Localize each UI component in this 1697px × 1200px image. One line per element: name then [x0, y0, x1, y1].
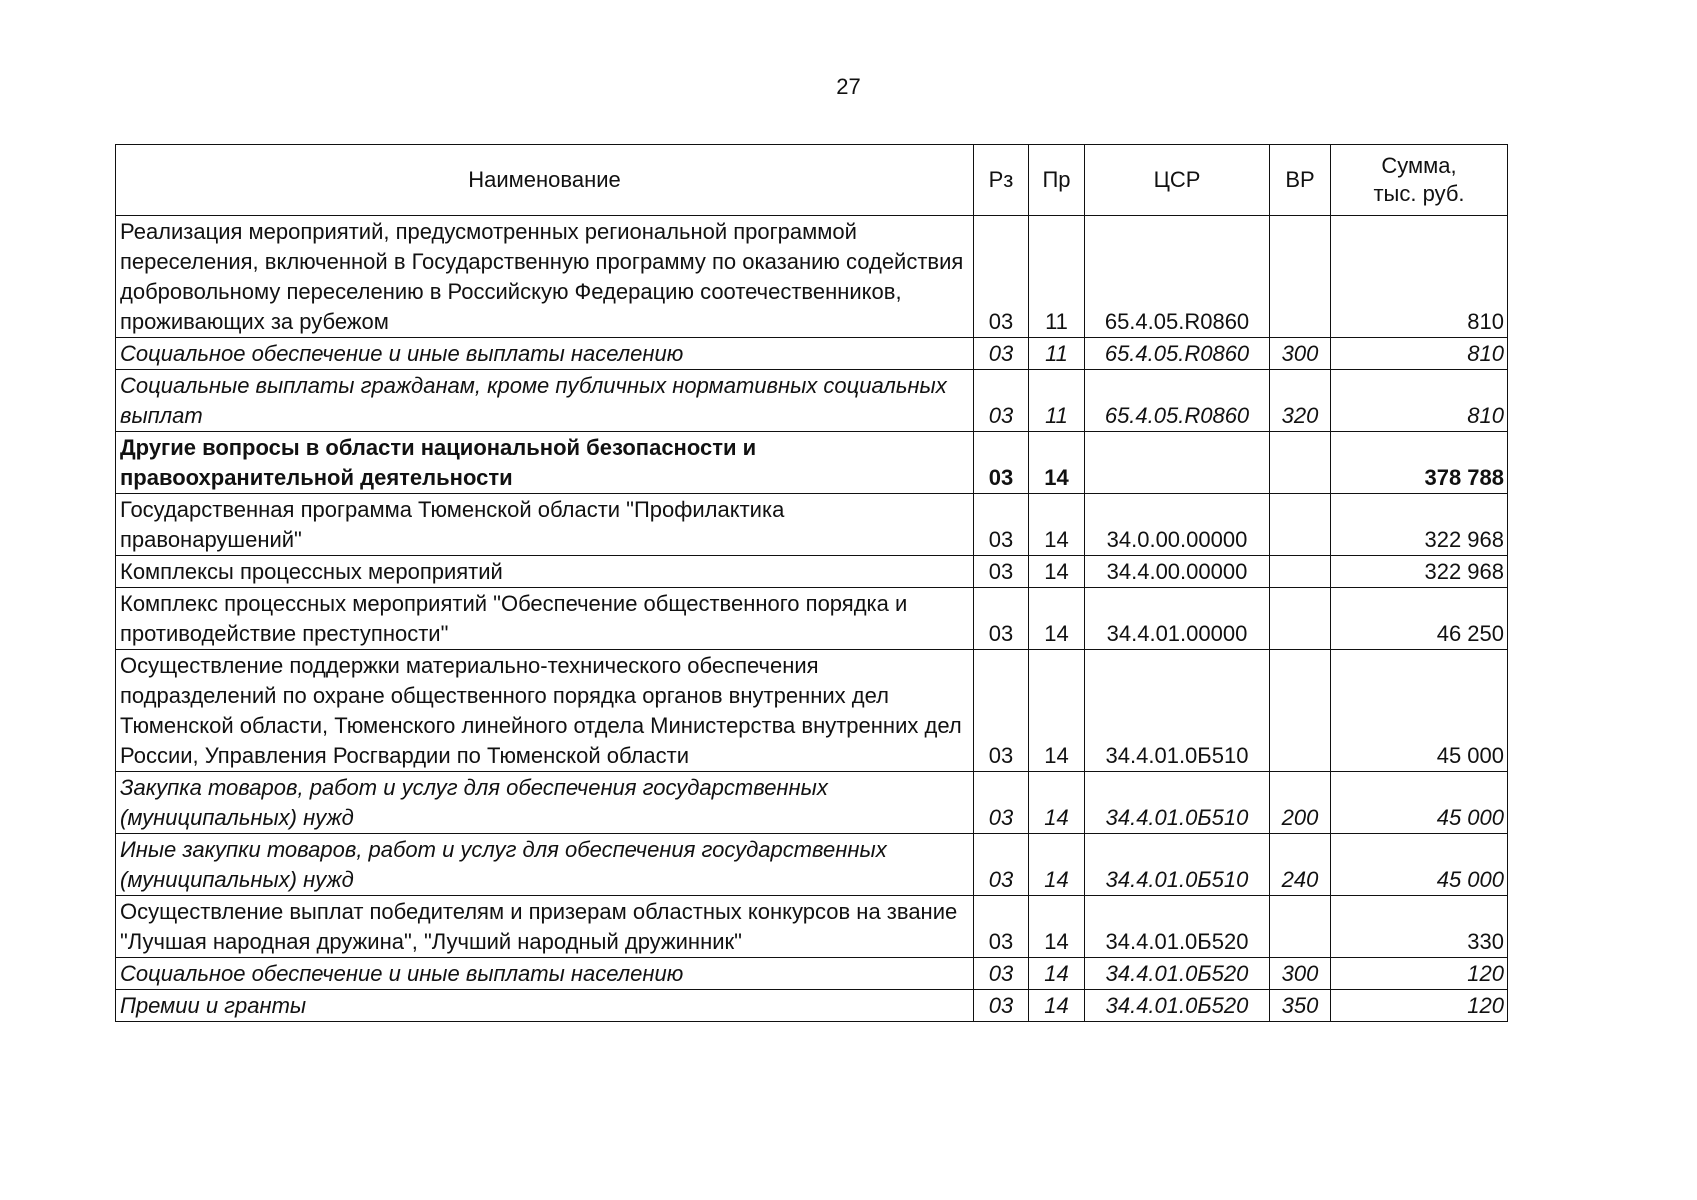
- row-rz: 03: [974, 896, 1029, 958]
- row-sum: 378 788: [1331, 432, 1508, 494]
- budget-table: [115, 144, 1508, 1022]
- row-rz: 03: [974, 772, 1029, 834]
- row-name: Социальное обеспечение и иные выплаты населению: [116, 958, 974, 990]
- row-rz: 03: [974, 650, 1029, 772]
- row-vr: 320: [1270, 370, 1331, 432]
- table-row: [116, 990, 1508, 1022]
- header-sum-line2: тыс. руб.: [1373, 181, 1465, 206]
- row-name: Другие вопросы в области национальной безопасности и правоохранительной деятельности: [116, 432, 974, 494]
- row-pr: 14: [1029, 588, 1085, 650]
- row-rz: 03: [974, 958, 1029, 990]
- table-header-row: [116, 145, 1508, 216]
- row-vr: 350: [1270, 990, 1331, 1022]
- row-rz: 03: [974, 588, 1029, 650]
- row-vr: [1270, 432, 1331, 494]
- row-name: Премии и гранты: [116, 990, 974, 1022]
- table-row: [116, 556, 1508, 588]
- row-sum: 322 968: [1331, 556, 1508, 588]
- row-name: Социальное обеспечение и иные выплаты населению: [116, 338, 974, 370]
- header-pr: Пр: [1029, 145, 1085, 216]
- row-rz: 03: [974, 494, 1029, 556]
- row-sum: 45 000: [1331, 772, 1508, 834]
- table-row: [116, 216, 1508, 338]
- row-csr: 34.4.01.0Б520: [1085, 958, 1270, 990]
- row-vr: [1270, 216, 1331, 338]
- row-rz: 03: [974, 338, 1029, 370]
- table-row: [116, 338, 1508, 370]
- row-pr: 14: [1029, 650, 1085, 772]
- row-csr: 34.4.01.0Б510: [1085, 834, 1270, 896]
- row-rz: 03: [974, 432, 1029, 494]
- row-pr: 14: [1029, 990, 1085, 1022]
- table-row: [116, 650, 1508, 772]
- row-sum: 45 000: [1331, 834, 1508, 896]
- row-rz: 03: [974, 556, 1029, 588]
- row-csr: 65.4.05.R0860: [1085, 338, 1270, 370]
- row-name: Осуществление выплат победителям и призерам областных конкурсов на звание "Лучшая народная дружина", "Лучший народный дружинник": [116, 896, 974, 958]
- row-csr: [1085, 432, 1270, 494]
- row-pr: 14: [1029, 494, 1085, 556]
- table-row: [116, 896, 1508, 958]
- row-vr: [1270, 896, 1331, 958]
- page-number: 27: [836, 74, 861, 99]
- row-vr: 300: [1270, 338, 1331, 370]
- table-row: [116, 958, 1508, 990]
- row-sum: 322 968: [1331, 494, 1508, 556]
- row-rz: 03: [974, 370, 1029, 432]
- row-pr: 14: [1029, 556, 1085, 588]
- row-pr: 14: [1029, 958, 1085, 990]
- table-body: [116, 216, 1508, 1022]
- row-name: Иные закупки товаров, работ и услуг для обеспечения государственных (муниципальных) нужд: [116, 834, 974, 896]
- row-vr: 200: [1270, 772, 1331, 834]
- row-name: Осуществление поддержки материально-технического обеспечения подразделений по охране общественного порядка органов внутренних дел Тюменской области, Тюменского линейного отдела Министерства внутренних дел России, Управления Росгвардии по Тюменской области: [116, 650, 974, 772]
- row-vr: [1270, 494, 1331, 556]
- row-pr: 14: [1029, 896, 1085, 958]
- row-pr: 14: [1029, 432, 1085, 494]
- table-row: [116, 370, 1508, 432]
- row-csr: 34.4.01.0Б510: [1085, 650, 1270, 772]
- row-csr: 34.0.00.00000: [1085, 494, 1270, 556]
- row-csr: 65.4.05.R0860: [1085, 370, 1270, 432]
- table-row: [116, 432, 1508, 494]
- table-row: [116, 588, 1508, 650]
- header-name: Наименование: [116, 145, 974, 216]
- row-name: Государственная программа Тюменской области "Профилактика правонарушений": [116, 494, 974, 556]
- row-csr: 34.4.01.0Б520: [1085, 896, 1270, 958]
- row-csr: 34.4.01.00000: [1085, 588, 1270, 650]
- row-name: Закупка товаров, работ и услуг для обеспечения государственных (муниципальных) нужд: [116, 772, 974, 834]
- row-csr: 34.4.01.0Б510: [1085, 772, 1270, 834]
- table-row: [116, 772, 1508, 834]
- header-sum-line1: Сумма,: [1381, 153, 1457, 178]
- row-pr: 14: [1029, 834, 1085, 896]
- row-sum: 810: [1331, 216, 1508, 338]
- row-pr: 14: [1029, 772, 1085, 834]
- row-pr: 11: [1029, 338, 1085, 370]
- row-vr: [1270, 556, 1331, 588]
- table-row: [116, 494, 1508, 556]
- row-name: Комплекс процессных мероприятий "Обеспечение общественного порядка и противодействие преступности": [116, 588, 974, 650]
- table-row: [116, 834, 1508, 896]
- row-vr: [1270, 588, 1331, 650]
- row-pr: 11: [1029, 216, 1085, 338]
- row-csr: 34.4.01.0Б520: [1085, 990, 1270, 1022]
- row-sum: 120: [1331, 990, 1508, 1022]
- row-sum: 810: [1331, 338, 1508, 370]
- header-vr: ВР: [1270, 145, 1331, 216]
- header-rz: Рз: [974, 145, 1029, 216]
- header-sum: [1331, 145, 1508, 216]
- row-name: Комплексы процессных мероприятий: [116, 556, 974, 588]
- row-csr: 65.4.05.R0860: [1085, 216, 1270, 338]
- row-sum: 810: [1331, 370, 1508, 432]
- row-pr: 11: [1029, 370, 1085, 432]
- row-rz: 03: [974, 990, 1029, 1022]
- row-name: Социальные выплаты гражданам, кроме публичных нормативных социальных выплат: [116, 370, 974, 432]
- row-sum: 46 250: [1331, 588, 1508, 650]
- row-csr: 34.4.00.00000: [1085, 556, 1270, 588]
- row-name: Реализация мероприятий, предусмотренных региональной программой переселения, включенной в Государственную программу по оказанию содействия добровольному переселению в Российскую Федерацию соотечественников, проживающих за рубежом: [116, 216, 974, 338]
- row-rz: 03: [974, 216, 1029, 338]
- row-sum: 120: [1331, 958, 1508, 990]
- row-vr: 300: [1270, 958, 1331, 990]
- row-vr: 240: [1270, 834, 1331, 896]
- row-sum: 45 000: [1331, 650, 1508, 772]
- row-vr: [1270, 650, 1331, 772]
- row-rz: 03: [974, 834, 1029, 896]
- row-sum: 330: [1331, 896, 1508, 958]
- header-csr: ЦСР: [1085, 145, 1270, 216]
